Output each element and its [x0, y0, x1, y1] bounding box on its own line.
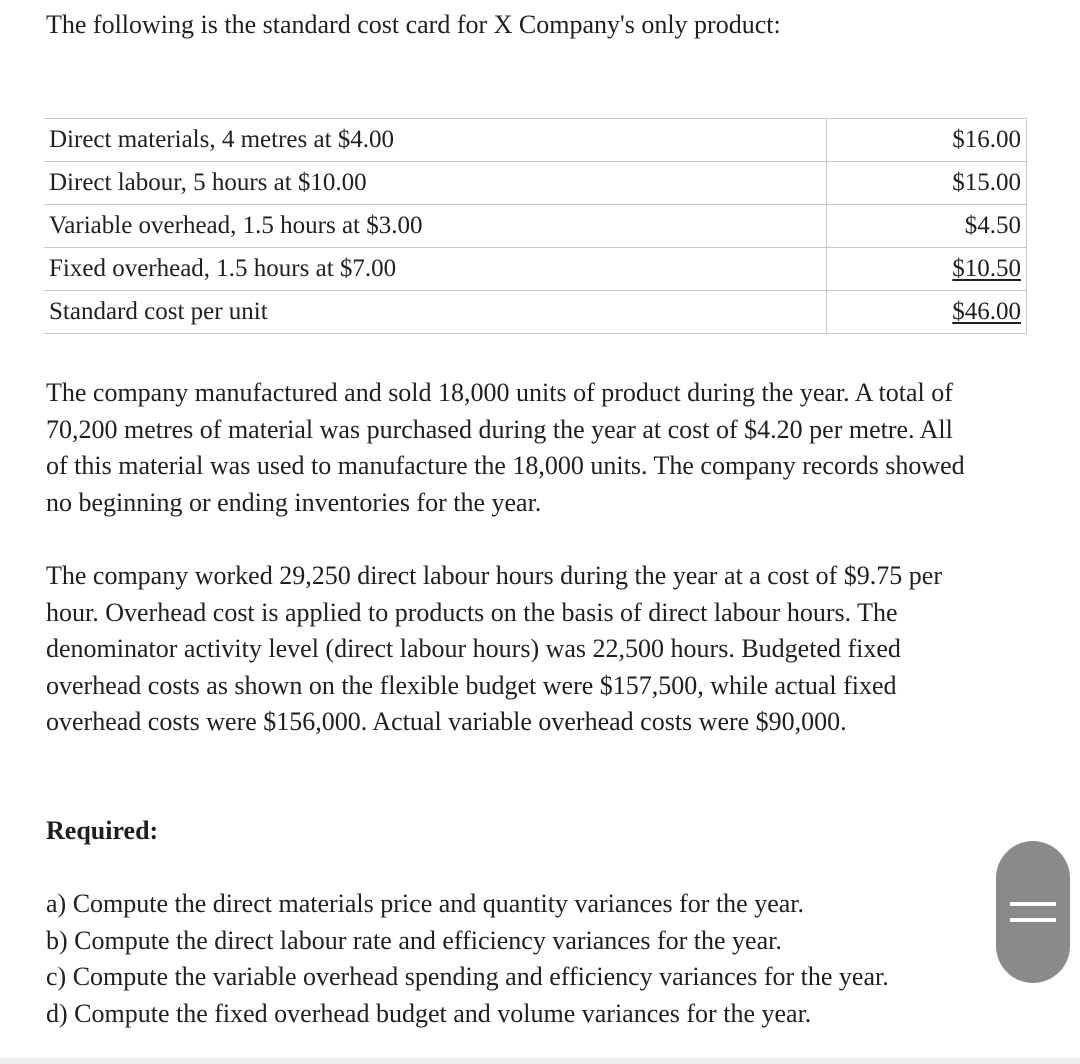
- row-label: Variable overhead, 1.5 hours at $3.00: [44, 205, 827, 248]
- table-row-total: [44, 291, 1027, 334]
- row-label: Direct materials, 4 metres at $4.00: [44, 119, 827, 162]
- question-item: b) Compute the direct labour rate and efficiency variances for the year.: [46, 925, 782, 955]
- table-row: [44, 205, 1027, 248]
- row-amount-total: [827, 291, 1027, 334]
- row-amount: $15.00: [827, 162, 1027, 205]
- required-heading: Required:: [46, 816, 159, 845]
- question-item: a) Compute the direct materials price and quantity variances for the year.: [46, 889, 805, 918]
- questions-list: [46, 886, 889, 1032]
- question-item: d) Compute the fixed overhead budget and volume variances for the year.: [46, 998, 812, 1028]
- row-amount-value: $46.00: [952, 298, 1021, 325]
- row-amount: $16.00: [827, 119, 1027, 162]
- paragraph-production: The company manufactured and sold 18,000 units of product during the year. A total of 70,200 metres of material was purchased during the year at cost of $4.20 per metre. All of this material was used to manufacture the 18,000 units. The company records showed no beginning or ending inventories for the year.: [46, 378, 965, 517]
- intro-text: The following is the standard cost card for X Company's only product:: [46, 10, 781, 39]
- paragraph-labour-overhead: The company worked 29,250 direct labour hours during the year at a cost of $9.75 per hour. Overhead cost is applied to products on the basis of direct labour hours. The denominator activity level (direct labour hours) was 22,500 hours. Budgeted fixed overhead costs as shown on the flexible budget were $157,500, while actual fixed overhead costs were $156,000. Actual variable overhead costs were $90,000.: [46, 561, 943, 736]
- table-row: [44, 248, 1027, 291]
- row-label: Fixed overhead, 1.5 hours at $7.00: [44, 248, 827, 291]
- row-label: Standard cost per unit: [44, 291, 827, 334]
- drag-handle-icon: [1010, 899, 1056, 925]
- table-row: [44, 119, 1027, 162]
- bottom-edge-bar: [0, 1058, 1080, 1064]
- row-label: Direct labour, 5 hours at $10.00: [44, 162, 827, 205]
- standard-cost-card-table: [44, 118, 1027, 334]
- row-amount: $4.50: [827, 205, 1027, 248]
- row-amount-value: $10.50: [952, 255, 1021, 282]
- table-row: [44, 162, 1027, 205]
- scroll-handle-button[interactable]: [996, 841, 1070, 983]
- row-amount-underlined: [827, 248, 1027, 291]
- question-item: c) Compute the variable overhead spending and efficiency variances for the year.: [46, 962, 889, 991]
